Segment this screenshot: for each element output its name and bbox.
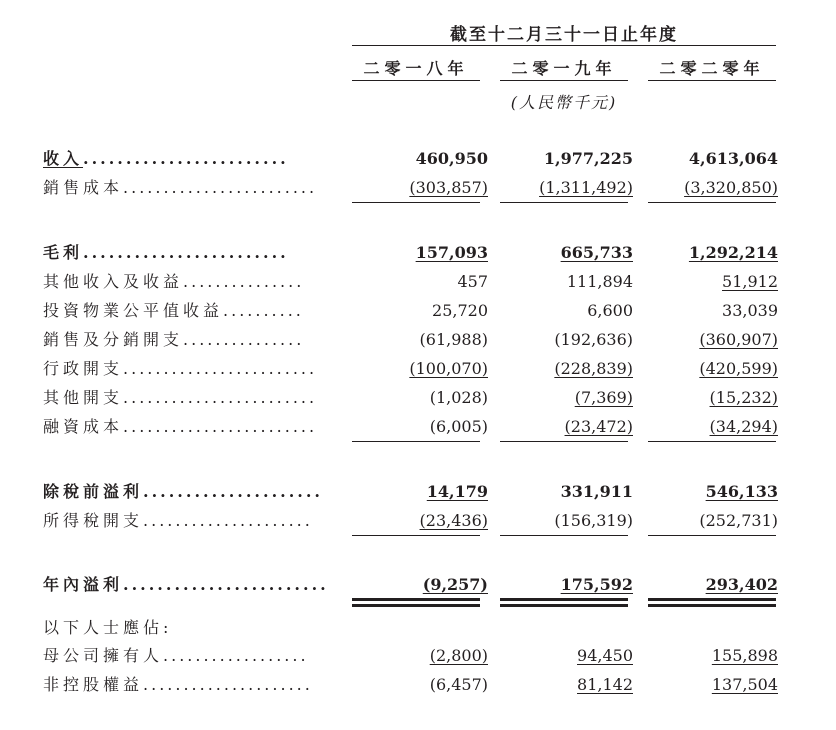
- currency-unit: (人民幣千元): [510, 93, 618, 112]
- value-nci-2018: (6,457): [429, 675, 488, 694]
- leader-dots: ........................: [83, 243, 289, 262]
- leader-dots: ........................: [123, 178, 318, 197]
- value-selling-expenses-2020: (360,907): [699, 330, 778, 349]
- value-income-tax-2020: (252,731): [699, 511, 778, 530]
- subtotal-rule: [352, 202, 480, 203]
- subtotal-rule: [500, 441, 628, 442]
- row-label-income-tax: [43, 510, 313, 532]
- leader-dots: ........................: [123, 388, 318, 407]
- row-label-text: 投資物業公平值收益: [43, 301, 224, 320]
- subtotal-rule: [648, 202, 776, 203]
- value-other-expenses-2020: (15,232): [709, 388, 778, 407]
- value-profit-for-year-2018: (9,257): [422, 575, 488, 594]
- column-header-rule: [500, 80, 628, 81]
- value-owners-of-parent-2019: 94,450: [577, 646, 633, 665]
- leader-dots: ........................: [123, 575, 329, 594]
- value-profit-before-tax-2020: 546,133: [705, 482, 778, 501]
- row-label-owners-of-parent: [43, 645, 309, 667]
- row-label-text: 行政開支: [43, 359, 124, 378]
- row-label-text: 銷售及分銷開支: [43, 330, 184, 349]
- value-gross-profit-2020: 1,292,214: [688, 243, 778, 262]
- subtotal-rule: [500, 535, 628, 536]
- value-revenue-2019: 1,977,225: [543, 149, 633, 168]
- row-label-fair-value-gain: [43, 300, 304, 322]
- row-label-text: 所得稅開支: [43, 511, 144, 530]
- attributable-to-heading: 以下人士應佔:: [43, 618, 173, 637]
- value-admin-expenses-2018: (100,070): [409, 359, 488, 378]
- value-profit-for-year-2020: 293,402: [705, 575, 778, 594]
- value-profit-before-tax-2018: 14,179: [426, 482, 488, 501]
- value-fair-value-gain-2020: 33,039: [722, 301, 778, 320]
- value-profit-for-year-2019: 175,592: [560, 575, 633, 594]
- value-finance-costs-2018: (6,005): [429, 417, 488, 436]
- row-label-text: 非控股權益: [43, 675, 144, 694]
- row-label-text: 毛利: [43, 243, 84, 262]
- row-label-text: 其他開支: [43, 388, 124, 407]
- total-double-rule: [500, 598, 628, 607]
- row-label-text: 母公司擁有人: [43, 646, 164, 665]
- value-other-expenses-2019: (7,369): [574, 388, 633, 407]
- row-label-text: 其他收入及收益: [43, 272, 184, 291]
- subtotal-rule: [648, 441, 776, 442]
- subtotal-rule: [500, 202, 628, 203]
- row-label-gross-profit: [43, 242, 289, 264]
- period-rule: [352, 45, 776, 46]
- row-label-text: 除稅前溢利: [43, 482, 144, 501]
- value-fair-value-gain-2018: 25,720: [432, 301, 488, 320]
- period-heading: 截至十二月三十一日止年度: [450, 25, 678, 45]
- value-other-income-2018: 457: [457, 272, 488, 291]
- row-label-selling-expenses: [43, 329, 304, 351]
- value-revenue-2020: 4,613,064: [688, 149, 778, 168]
- total-double-rule: [352, 598, 480, 607]
- column-header-2019: 二零一九年: [511, 59, 617, 78]
- value-profit-before-tax-2019: 331,911: [560, 482, 633, 501]
- value-other-income-2020: 51,912: [722, 272, 778, 291]
- row-label-profit-before-tax: [43, 481, 323, 503]
- row-label-admin-expenses: [43, 358, 317, 380]
- row-label-revenue: [43, 148, 289, 170]
- subtotal-rule: [648, 535, 776, 536]
- value-nci-2020: 137,504: [711, 675, 778, 694]
- value-admin-expenses-2019: (228,839): [554, 359, 633, 378]
- row-label-finance-costs: [43, 416, 317, 438]
- row-label-text: 收入: [43, 149, 84, 168]
- leader-dots: .....................: [143, 482, 323, 501]
- value-admin-expenses-2020: (420,599): [699, 359, 778, 378]
- row-label-cost-of-sales: [43, 177, 317, 199]
- value-owners-of-parent-2020: 155,898: [711, 646, 778, 665]
- value-gross-profit-2018: 157,093: [415, 243, 488, 262]
- value-cost-of-sales-2019: (1,311,492): [539, 178, 633, 197]
- value-selling-expenses-2018: (61,988): [419, 330, 488, 349]
- row-label-text: 年內溢利: [43, 575, 124, 594]
- total-double-rule: [648, 598, 776, 607]
- subtotal-rule: [352, 441, 480, 442]
- subtotal-rule: [352, 535, 480, 536]
- row-label-profit-for-year: [43, 574, 329, 596]
- leader-dots: ...............: [183, 330, 305, 349]
- value-owners-of-parent-2018: (2,800): [429, 646, 488, 665]
- column-header-2018: 二零一八年: [363, 59, 469, 78]
- value-cost-of-sales-2020: (3,320,850): [684, 178, 778, 197]
- value-income-tax-2018: (23,436): [419, 511, 488, 530]
- leader-dots: .....................: [143, 511, 313, 530]
- row-label-other-expenses: [43, 387, 317, 409]
- value-other-expenses-2018: (1,028): [429, 388, 488, 407]
- column-header-rule: [352, 80, 480, 81]
- row-label-non-controlling-interests: [43, 674, 313, 696]
- row-label-text: 銷售成本: [43, 178, 124, 197]
- value-cost-of-sales-2018: (303,857): [409, 178, 488, 197]
- leader-dots: ...............: [183, 272, 305, 291]
- value-other-income-2019: 111,894: [566, 272, 633, 291]
- column-header-2020: 二零二零年: [659, 59, 765, 78]
- leader-dots: ........................: [83, 149, 289, 168]
- value-selling-expenses-2019: (192,636): [554, 330, 633, 349]
- leader-dots: ..................: [163, 646, 309, 665]
- leader-dots: ........................: [123, 417, 318, 436]
- value-finance-costs-2020: (34,294): [709, 417, 778, 436]
- value-revenue-2018: 460,950: [415, 149, 488, 168]
- value-finance-costs-2019: (23,472): [564, 417, 633, 436]
- leader-dots: ........................: [123, 359, 318, 378]
- column-header-rule: [648, 80, 776, 81]
- leader-dots: ..........: [223, 301, 304, 320]
- value-nci-2019: 81,142: [577, 675, 633, 694]
- row-label-text: 融資成本: [43, 417, 124, 436]
- leader-dots: .....................: [143, 675, 313, 694]
- value-income-tax-2019: (156,319): [554, 511, 633, 530]
- row-label-other-income: [43, 271, 304, 293]
- value-fair-value-gain-2019: 6,600: [587, 301, 633, 320]
- value-gross-profit-2019: 665,733: [560, 243, 633, 262]
